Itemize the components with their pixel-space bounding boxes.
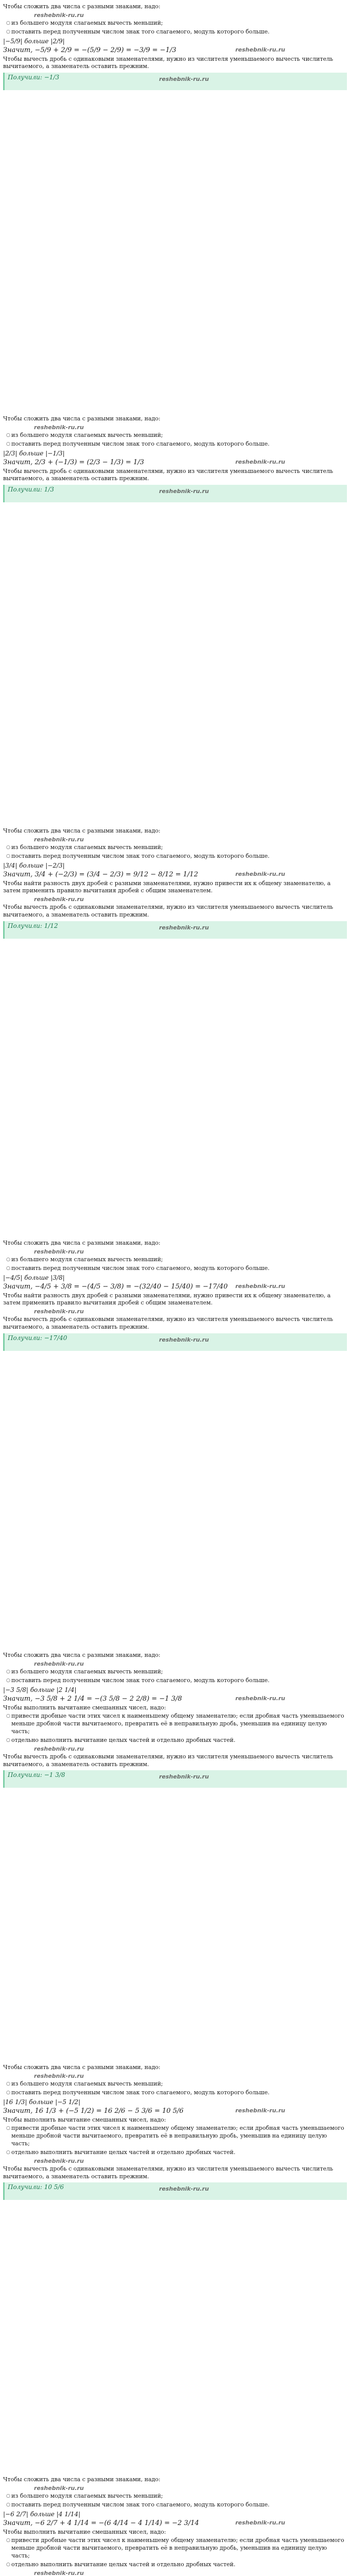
bullet-icon: ○ [6, 2126, 10, 2131]
mixed-rule-title: Чтобы выполнить вычитание смешанных чисел, надо: [3, 1704, 166, 1711]
solution-block [3, 415, 347, 824]
step-item [6, 440, 347, 448]
answer-box [3, 921, 347, 939]
answer-text: Получили: 1/3 [8, 486, 55, 494]
step-text: из большего модуля слагаемых вычесть меньший; [11, 19, 163, 26]
step-text: из большего модуля слагаемых вычесть меньший; [11, 843, 163, 851]
bullet-icon: ○ [6, 1714, 10, 1719]
bullet-icon: ○ [6, 441, 10, 447]
watermark-logo: reshebnik-ru.ru [235, 458, 285, 465]
mixed-rule-step-text: привести дробные части этих чисел к наименьшему общему знаменателю; если дробная часть уменьшаемого меньше дробной части вычитаемого, превратить её в неправильную дробь, уменьшив на единицу целую часть; [11, 2537, 344, 2560]
rule-text: Чтобы найти разность двух дробей с разными знаменателями, нужно привести их к общему знаменателю, а затем применить правило вычитания дробей с общим знаменателем. [3, 879, 331, 894]
bullet-icon: ○ [6, 2493, 10, 2499]
bullet-icon: ○ [6, 1265, 10, 1271]
bullet-icon: ○ [6, 2538, 10, 2544]
watermark-logo: reshebnik-ru.ru [159, 1773, 209, 1781]
step-text: поставить перед полученным числом знак того слагаемого, модуль которого больше. [11, 28, 270, 35]
bullet-icon: ○ [6, 1669, 10, 1674]
step-item [6, 2493, 347, 2500]
mixed-rule-step-text: отдельно выполнить вычитание целых частей и отдельно дробных частей. [11, 2148, 236, 2156]
block-intro: Чтобы сложить два числа с разными знаками, надо: [3, 1652, 161, 1658]
step-text: из большего модуля слагаемых вычесть меньший; [11, 431, 163, 438]
mixed-rule [3, 2529, 347, 2569]
watermark-logo: reshebnik-ru.ru [34, 1308, 84, 1315]
answer-text: Получили: 10 5/6 [8, 2183, 64, 2191]
answer-box [3, 2182, 347, 2200]
rule-text: Чтобы вычесть дробь с одинаковыми знаменателями, нужно из числителя уменьшаемого вычесть числитель вычитаемого, а знаменатель оставить прежним. [3, 467, 334, 482]
value-expression: Значит, 2/3 + (−1/3) = (2/3 − 1/3) = 1/3 [3, 458, 144, 466]
watermark-logo: reshebnik-ru.ru [159, 2185, 209, 2193]
step-item [6, 2501, 347, 2509]
step-text: из большего модуля слагаемых вычесть меньший; [11, 1668, 163, 1675]
mixed-rule-step-text: отдельно выполнить вычитание целых частей и отдельно дробных частей. [11, 2561, 236, 2568]
step-item [6, 20, 347, 27]
watermark-logo: reshebnik-ru.ru [235, 46, 285, 53]
solution-block [3, 2476, 347, 2576]
mixed-rule-step [6, 2149, 347, 2157]
answer-text: Получили: −1/3 [8, 74, 60, 81]
compare-expression: |−3 5/8| больше |2 1/4| [3, 1686, 77, 1693]
solution-block [3, 1240, 347, 1649]
watermark-logo: reshebnik-ru.ru [34, 1248, 84, 1255]
step-item [6, 1668, 347, 1676]
watermark-logo: reshebnik-ru.ru [235, 2107, 285, 2114]
step-item [6, 1677, 347, 1685]
step-item [6, 853, 347, 860]
bullet-icon: ○ [6, 2090, 10, 2095]
answer-box [3, 1770, 347, 1788]
value-expression: Значит, −3 5/8 + 2 1/4 = −(3 5/8 − 2 2/8) = −1 3/8 [3, 1694, 182, 1703]
block-intro: Чтобы сложить два числа с разными знаками, надо: [3, 2476, 161, 2483]
watermark-logo: reshebnik-ru.ru [235, 1694, 285, 1702]
rule-text: Чтобы вычесть дробь с одинаковыми знаменателями, нужно из числителя уменьшаемого вычесть числитель вычитаемого, а знаменатель оставить прежним. [3, 1753, 334, 1768]
block-intro: Чтобы сложить два числа с разными знаками, надо: [3, 3, 161, 10]
solution-block [3, 3, 347, 412]
mixed-rule-title: Чтобы выполнить вычитание смешанных чисел, надо: [3, 2528, 166, 2535]
mixed-rule-step-text: привести дробные части этих чисел к наименьшему общему знаменателю; если дробная часть уменьшаемого меньше дробной части вычитаемого, превратить её в неправильную дробь, уменьшив на единицу целую часть; [11, 2125, 344, 2147]
mixed-rule-step [6, 1737, 347, 1744]
watermark-logo: reshebnik-ru.ru [34, 896, 84, 903]
bullet-icon: ○ [6, 20, 10, 26]
bullet-icon: ○ [6, 853, 10, 859]
answer-box [3, 73, 347, 90]
value-expression: Значит, 16 1/3 + (−5 1/2) = 16 2/6 − 5 3/6 = 10 5/6 [3, 2107, 184, 2115]
rule-text: Чтобы вычесть дробь с одинаковыми знаменателями, нужно из числителя уменьшаемого вычесть числитель вычитаемого, а знаменатель оставить прежним. [3, 1316, 334, 1331]
rule-text: Чтобы вычесть дробь с одинаковыми знаменателями, нужно из числителя уменьшаемого вычесть числитель вычитаемого, а знаменатель оставить прежним. [3, 904, 334, 919]
watermark-logo: reshebnik-ru.ru [159, 1336, 209, 1343]
compare-expression: |16 1/3| больше |−5 1/2| [3, 2098, 81, 2106]
watermark-logo: reshebnik-ru.ru [159, 76, 209, 83]
bullet-icon: ○ [6, 2081, 10, 2087]
step-item [6, 1265, 347, 1273]
value-expression: Значит, −5/9 + 2/9 = −(5/9 − 2/9) = −3/9 = −1/3 [3, 46, 177, 54]
step-text: поставить перед полученным числом знак того слагаемого, модуль которого больше. [11, 440, 270, 447]
mixed-rule-step-text: привести дробные части этих чисел к наименьшему общему знаменателю; если дробная часть уменьшаемого меньше дробной части вычитаемого, превратить её в неправильную дробь, уменьшив на единицу целую часть; [11, 1713, 344, 1735]
rule-text: Чтобы вычесть дробь с одинаковыми знаменателями, нужно из числителя уменьшаемого вычесть числитель вычитаемого, а знаменатель оставить прежним. [3, 55, 334, 70]
answer-box [3, 485, 347, 502]
step-item [6, 2080, 347, 2088]
block-intro: Чтобы сложить два числа с разными знаками, надо: [3, 827, 161, 834]
watermark-logo: reshebnik-ru.ru [235, 870, 285, 877]
watermark-logo: reshebnik-ru.ru [34, 2157, 84, 2164]
watermark-logo: reshebnik-ru.ru [34, 11, 84, 19]
solution-block [3, 2064, 347, 2473]
block-intro: Чтобы сложить два числа с разными знаками, надо: [3, 2064, 161, 2071]
compare-expression: |−4/5| больше |3/8| [3, 1274, 65, 1281]
bullet-icon: ○ [6, 1257, 10, 1262]
watermark-logo: reshebnik-ru.ru [159, 488, 209, 495]
bullet-icon: ○ [6, 432, 10, 438]
mixed-rule-step [6, 2561, 347, 2569]
mixed-rule-step [6, 1713, 347, 1736]
step-item [6, 844, 347, 852]
compare-expression: |−5/9| больше |2/9| [3, 37, 65, 45]
step-item [6, 28, 347, 36]
watermark-logo: reshebnik-ru.ru [34, 836, 84, 843]
step-text: из большего модуля слагаемых вычесть меньший; [11, 1256, 163, 1263]
value-expression: Значит, 3/4 + (−2/3) = (3/4 − 2/3) = 9/12 − 8/12 = 1/12 [3, 870, 198, 878]
bullet-icon: ○ [6, 2562, 10, 2567]
bullet-icon: ○ [6, 844, 10, 850]
solution-block [3, 1652, 347, 2061]
watermark-logo: reshebnik-ru.ru [34, 1745, 84, 1752]
watermark-logo: reshebnik-ru.ru [34, 2569, 84, 2576]
watermark-logo: reshebnik-ru.ru [34, 2484, 84, 2492]
mixed-rule-step [6, 2537, 347, 2560]
step-text: поставить перед полученным числом знак того слагаемого, модуль которого больше. [11, 1264, 270, 1272]
watermark-logo: reshebnik-ru.ru [34, 2072, 84, 2079]
mixed-rule-title: Чтобы выполнить вычитание смешанных чисел, надо: [3, 2116, 166, 2123]
step-text: из большего модуля слагаемых вычесть меньший; [11, 2080, 163, 2087]
answer-text: Получили: −1 3/8 [8, 1771, 65, 1779]
compare-expression: |2/3| больше |−1/3| [3, 449, 65, 457]
mixed-rule-step-text: отдельно выполнить вычитание целых частей и отдельно дробных частей. [11, 1736, 236, 1743]
rule-text: Чтобы вычесть дробь с одинаковыми знаменателями, нужно из числителя уменьшаемого вычесть числитель вычитаемого, а знаменатель оставить прежним. [3, 2165, 334, 2180]
bullet-icon: ○ [6, 1737, 10, 1743]
answer-box [3, 1333, 347, 1351]
block-intro: Чтобы сложить два числа с разными знаками, надо: [3, 1240, 161, 1246]
value-expression: Значит, −6 2/7 + 4 1/14 = −(6 4/14 − 4 1/14) = −2 3/14 [3, 2519, 199, 2527]
bullet-icon: ○ [6, 2149, 10, 2155]
bullet-icon: ○ [6, 1677, 10, 1683]
block-intro: Чтобы сложить два числа с разными знаками, надо: [3, 415, 161, 422]
mixed-rule-step [6, 2125, 347, 2148]
compare-expression: |−6 2/7| больше |4 1/14| [3, 2510, 81, 2518]
compare-expression: |3/4| больше |−2/3| [3, 861, 65, 869]
step-item [6, 1256, 347, 1264]
step-item [6, 2089, 347, 2097]
step-text: поставить перед полученным числом знак того слагаемого, модуль которого больше. [11, 2089, 270, 2096]
rule-text: Чтобы найти разность двух дробей с разными знаменателями, нужно привести их к общему знаменателю, а затем применить правило вычитания дробей с общим знаменателем. [3, 1292, 331, 1307]
step-text: из большего модуля слагаемых вычесть меньший; [11, 2492, 163, 2499]
watermark-logo: reshebnik-ru.ru [235, 1282, 285, 1290]
watermark-logo: reshebnik-ru.ru [159, 924, 209, 931]
mixed-rule [3, 2116, 347, 2157]
answer-text: Получили: −17/40 [8, 1334, 67, 1342]
step-text: поставить перед полученным числом знак того слагаемого, модуль которого больше. [11, 852, 270, 859]
mixed-rule [3, 1704, 347, 1744]
answer-text: Получили: 1/12 [8, 922, 58, 929]
watermark-logo: reshebnik-ru.ru [34, 1660, 84, 1667]
step-text: поставить перед полученным числом знак того слагаемого, модуль которого больше. [11, 2501, 270, 2508]
solution-block [3, 827, 347, 1236]
bullet-icon: ○ [6, 29, 10, 35]
value-expression: Значит, −4/5 + 3/8 = −(4/5 − 3/8) = −(32/40 − 15/40) = −17/40 [3, 1282, 228, 1291]
watermark-logo: reshebnik-ru.ru [235, 2519, 285, 2526]
bullet-icon: ○ [6, 2502, 10, 2507]
step-item [6, 432, 347, 439]
watermark-logo: reshebnik-ru.ru [34, 423, 84, 431]
step-text: поставить перед полученным числом знак того слагаемого, модуль которого больше. [11, 1676, 270, 1684]
